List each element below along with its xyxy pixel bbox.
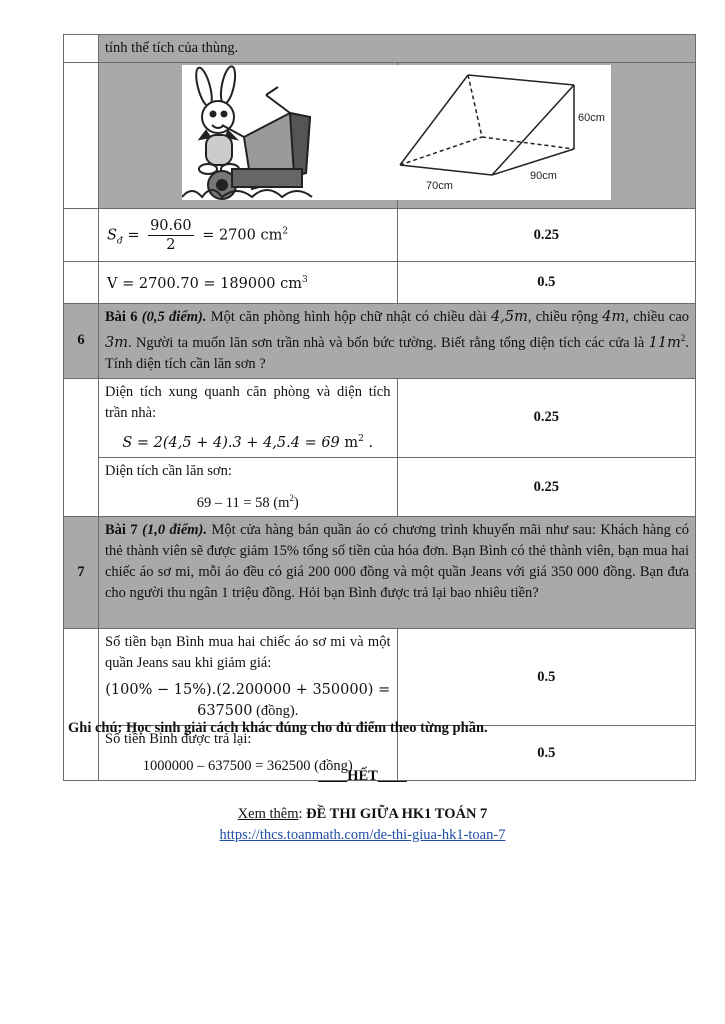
answer-6b-formula: 69 – 11 = 58 $(m^2)$ [196,492,299,511]
answer-6a-cell [99,378,398,457]
question-tail-text: tính thể tích của thùng. [105,40,239,56]
area-formula-cell [99,209,398,262]
answer-6b-cell [99,457,398,517]
figure-image [182,65,611,200]
question-6-cell [99,304,696,379]
see-more: Xem thêm: ĐỀ THI GIỮA HK1 TOÁN 7 [237,806,488,822]
see-more-label: Xem thêm [237,806,299,822]
prism-diagram [400,75,574,175]
empty-num-cell [64,209,99,262]
question-7-number: 7 [64,517,99,629]
see-more-title: ĐỀ THI GIỮA HK1 TOÁN 7 [306,806,488,822]
question-6-number: 6 [64,304,99,379]
area-formula: $S_đ$ = $\frac{90.60}{2}$ = 2700 $cm^2$ [107,217,289,253]
answer-7a-cell [99,629,398,726]
answer-6b-score: 0.25 [397,457,696,517]
end-marker: ____HẾT____ [318,768,407,784]
figure-cell [99,63,605,209]
question-7-text: Bài 7 (1,0 điểm). Một cửa hàng bán quần áo có chương trình khuyến mãi như sau: Khách hàng có thẻ thành viên sẽ được giảm 15% tổng số tiền của hóa đơn. Bạn Bình có thẻ thành viên, bạn mua hai chiếc áo sơ mi, mỗi áo đều có giá 200 000 đồng và một quần Jeans với giá 350 000 đồng. Bạn đưa cho người thu ngân 1 triệu đồng. Hỏi bạn Bình được trả lại bao nhiêu tiền? [105,522,690,602]
answer-7b-label: Số tiền Bình được trả lại: [105,731,252,748]
wheelbarrow-icon [182,87,312,199]
height-label: 60cm [578,112,605,124]
answer-7a-formula: (100% − 15%).(2.200000 + 350000) = 637500 (đồng). [105,682,391,720]
question-7-cell [99,517,696,629]
empty-num-cell [64,63,99,209]
source-link[interactable]: https://thcs.toanmath.com/de-thi-giua-hk1-toan-7 [219,827,506,843]
volume-score: 0.5 [397,262,696,304]
answer-table [63,34,696,781]
answer-7b-formula: 1000000 – 637500 = 362500 (đồng) [142,758,353,775]
wheelbarrow-and-prism-figure [182,65,611,200]
width-label: 90cm [530,170,557,182]
length-label: 70cm [426,180,453,192]
answer-7a-score: 0.5 [397,629,696,726]
answer-6a-label: Diện tích xung quanh căn phòng và diện tích trần nhà: [105,383,391,421]
answer-6a-score: 0.25 [397,378,696,457]
empty-num-cell [64,262,99,304]
answer-6b-label: Diện tích cần lăn sơn: [105,462,232,479]
answer-7b-score: 0.5 [397,726,696,781]
question-6-text: Bài 6 (0,5 điểm). Một căn phòng hình hộp chữ nhật có chiều dài 4,5m, chiều rộng 4m, chiều cao 3m. Người ta muốn lăn sơn trần nhà và bốn bức tường. Biết rằng tổng diện tích các cửa là $11m^2$. Tính diện tích cần lăn sơn ? [105,309,690,372]
answer-7a-label: Số tiền bạn Bình mua hai chiếc áo sơ mi và một quần Jeans sau khi giảm giá: [105,634,391,672]
volume-formula: V = 2700.70 = 189000 $cm^3$ [107,275,308,292]
empty-num-cell [64,35,99,63]
rabbit-icon [193,65,239,174]
question-tail-cell [99,35,696,63]
area-score: 0.25 [397,209,696,262]
answer-6a-formula: S = 2(4,5 + 4).3 + 4,5.4 = 69 $m^2$ . [122,433,374,451]
volume-formula-cell [99,262,398,304]
empty-num-cell [64,378,99,517]
empty-num-cell [64,629,99,781]
grading-note: Ghi chú: Học sinh giải cách khác đúng cho đủ điểm theo từng phần. [68,720,488,736]
